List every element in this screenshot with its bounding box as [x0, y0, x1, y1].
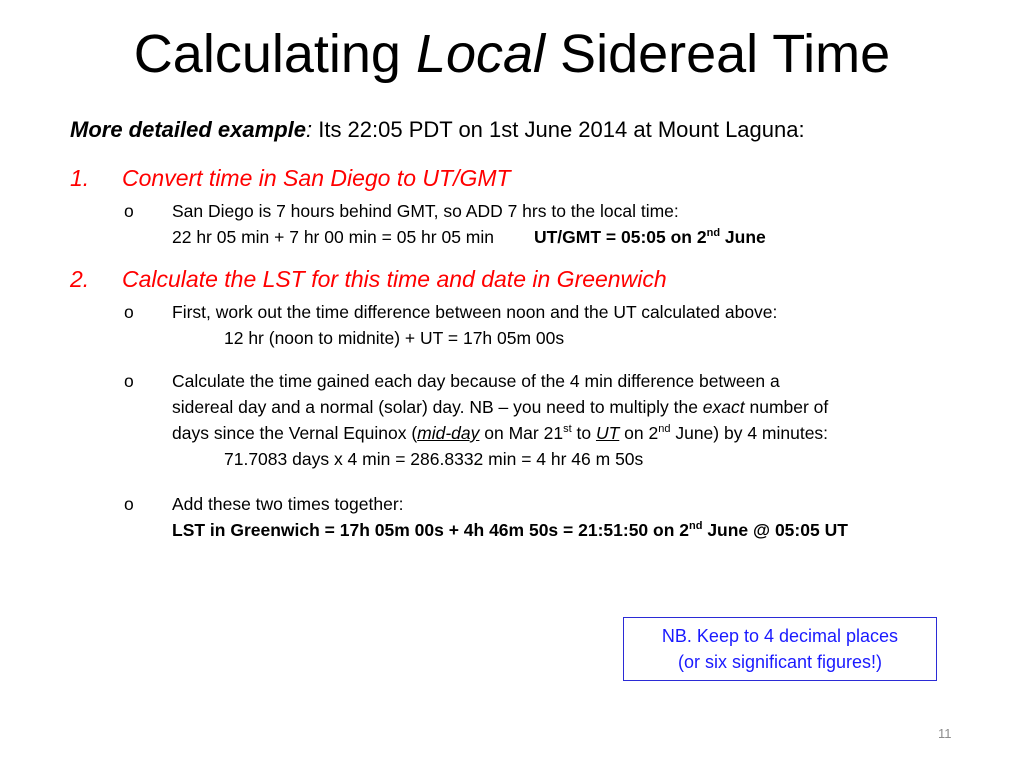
- title-emphasis: Local: [415, 24, 546, 84]
- step-1-heading: [70, 165, 511, 192]
- bullet-2-line-2: 12 hr (noon to midnite) + UT = 17h 05m 00s: [224, 328, 565, 348]
- b3-l2a: sidereal day and a normal (solar) day. NB – you need to multiply the: [172, 397, 703, 417]
- result-month: June: [720, 227, 766, 247]
- step-2-heading: [70, 266, 667, 293]
- bullet-4-line-2: [172, 517, 848, 543]
- intro-line: [70, 117, 805, 143]
- bullet-3-marker: o: [124, 371, 134, 391]
- page-number: 11: [938, 726, 952, 741]
- b3-l3a: days since the Vernal Equinox (: [172, 423, 418, 443]
- b3-sup-st: st: [563, 423, 572, 436]
- b3-sup-nd: nd: [658, 423, 671, 436]
- bullet-1-result: [534, 227, 766, 247]
- b4-l2a: LST in Greenwich = 17h 05m 00s + 4h 46m 50s = 21:51:50 on 2: [172, 520, 689, 540]
- step-2-text: Calculate the LST for this time and date in Greenwich: [122, 266, 667, 292]
- b3-l3b: on Mar 21: [479, 423, 564, 443]
- bullet-4-line-1: Add these two times together:: [172, 494, 404, 514]
- bullet-4-marker: o: [124, 494, 134, 514]
- b3-ut: UT: [595, 423, 620, 443]
- b4-sup-nd: nd: [689, 520, 703, 533]
- note-box: [623, 617, 937, 681]
- b4-l2b: June @ 05:05 UT: [702, 520, 848, 540]
- bullet-2-line-1: First, work out the time difference between noon and the UT calculated above:: [172, 302, 778, 322]
- slide-title: [0, 22, 1024, 87]
- bullet-1-line-1: San Diego is 7 hours behind GMT, so ADD 7 hrs to the local time:: [172, 201, 679, 221]
- b3-exact: exact: [702, 397, 745, 417]
- b3-midday: mid-day: [417, 423, 480, 443]
- bullet-3-line-2: [172, 394, 828, 420]
- note-line-2: (or six significant figures!): [677, 652, 883, 672]
- note-line-1: NB. Keep to 4 decimal places: [661, 626, 899, 646]
- b3-l3c: to: [571, 423, 596, 443]
- bullet-1-line-2: [172, 224, 766, 250]
- bullet-3-line-3: [172, 420, 828, 446]
- bullet-2-marker: o: [124, 302, 134, 322]
- title-prefix: Calculating: [133, 24, 416, 84]
- intro-lead: More detailed example: [70, 117, 306, 142]
- intro-colon: :: [305, 117, 313, 142]
- bullet-3-line-4: 71.7083 days x 4 min = 286.8332 min = 4 hr 46 m 50s: [224, 449, 644, 469]
- bullet-3-line-1: Calculate the time gained each day because of the 4 min difference between a: [172, 371, 780, 391]
- intro-text: Its 22:05 PDT on 1st June 2014 at Mount Laguna:: [312, 117, 805, 142]
- b3-l3d: on 2: [619, 423, 659, 443]
- step-1-number: 1.: [70, 165, 90, 191]
- step-1-text: Convert time in San Diego to UT/GMT: [122, 165, 511, 191]
- b3-l2b: number of: [744, 397, 829, 417]
- result-text: UT/GMT = 05:05 on 2: [533, 227, 707, 247]
- bullet-1-calc: 22 hr 05 min + 7 hr 00 min = 05 hr 05 min: [172, 227, 494, 247]
- title-suffix: Sidereal Time: [545, 24, 891, 84]
- result-sup: nd: [706, 227, 721, 240]
- step-2-number: 2.: [70, 266, 90, 292]
- b3-l3e: June) by 4 minutes:: [670, 423, 829, 443]
- bullet-1-marker: o: [124, 201, 134, 221]
